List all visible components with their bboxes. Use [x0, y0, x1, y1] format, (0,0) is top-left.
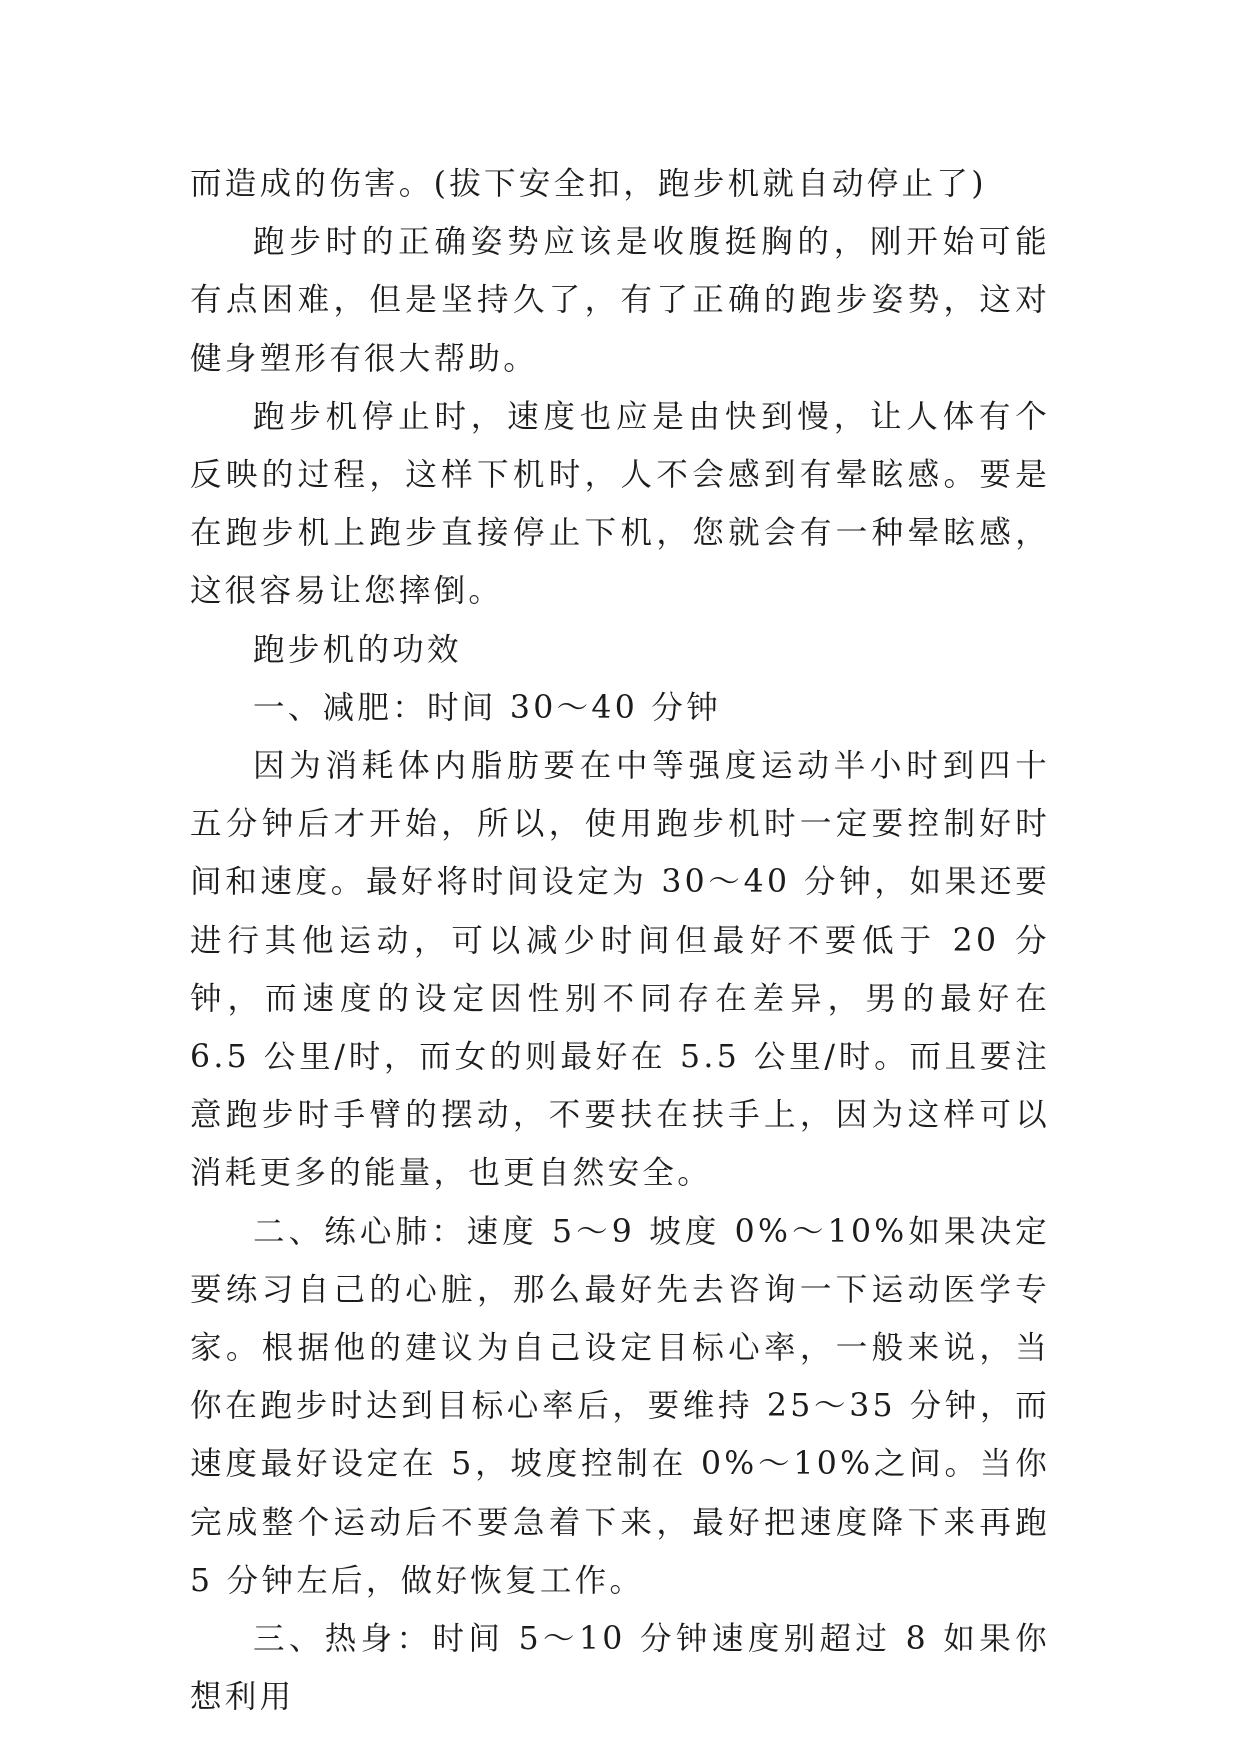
- paragraph: 三、热身：时间 5～10 分钟速度别超过 8 如果你想利用: [190, 1621, 1050, 1716]
- section-heading: 一、减肥：时间 30～40 分钟: [253, 689, 721, 726]
- section-heading: 跑步机的功效: [253, 631, 462, 668]
- paragraph: 跑步机停止时，速度也应是由快到慢，让人体有个反映的过程，这样下机时，人不会感到有晕眩感。要是在跑步机上跑步直接停止下机，您就会有一种晕眩感，这很容易让您摔倒。: [190, 398, 1050, 610]
- paragraph: 跑步时的正确姿势应该是收腹挺胸的，刚开始可能有点困难，但是坚持久了，有了正确的跑步姿势，这对健身塑形有很大帮助。: [190, 224, 1050, 377]
- paragraph: 而造成的伤害。(拔下安全扣，跑步机就自动停止了): [190, 166, 987, 202]
- paragraph: 因为消耗体内脂肪要在中等强度运动半小时到四十五分钟后才开始，所以，使用跑步机时一定要控制好时间和速度。最好将时间设定为 30～40 分钟，如果还要进行其他运动，可以减少时间但最好不要低于 20 分钟，而速度的设定因性别不同存在差异，男的最好在 6.5 公里/时，而女的则最好在 5.5 公里/时。而且要注意跑步时手臂的摆动，不要扶在扶手上，因为这样可以消耗更多的能量，也更自然安全。: [190, 748, 1050, 1192]
- paragraph: 二、练心肺：速度 5～9 坡度 0%～10%如果决定要练习自己的心脏，那么最好先去咨询一下运动医学专家。根据他的建议为自己设定目标心率，一般来说，当你在跑步时达到目标心率后，要维持 25～35 分钟，而速度最好设定在 5，坡度控制在 0%～10%之间。当你完成整个运动后不要急着下来，最好把速度降下来再跑 5 分钟左后，做好恢复工作。: [190, 1213, 1050, 1599]
- body-text: [190, 155, 1050, 1726]
